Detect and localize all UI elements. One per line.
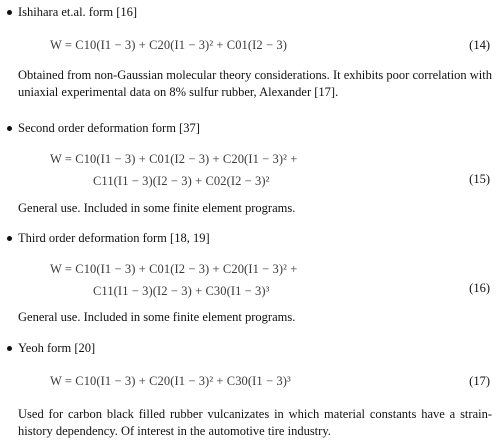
equation-15-line2: C11(I1 − 3)(I2 − 3) + C02(I2 − 3)² <box>93 174 270 188</box>
description-ishihara: Obtained from non-Gaussian molecular theory considerations. It exhibits poor correlation with uniaxial experimental data on 8% sulfur rubber, Alexander [17]. <box>18 68 492 99</box>
eq-number-15: (15) <box>469 172 490 186</box>
description-third-order: General use. Included in some finite element programs. <box>18 310 296 324</box>
equation-15-line1: W = C10(I1 − 3) + C01(I2 − 3) + C20(I1 − 3)² + <box>50 152 298 166</box>
equation-17: W = C10(I1 − 3) + C20(I1 − 3)² + C30(I1 − 3)³ <box>50 374 291 388</box>
description-second-order: General use. Included in some finite element programs. <box>18 201 296 215</box>
bullet-third-order <box>7 236 12 241</box>
heading-third-order: Third order deformation form [18, 19] <box>18 231 210 245</box>
eq-number-17: (17) <box>469 374 490 388</box>
bullet-ishihara <box>7 10 12 15</box>
equation-16-line2: C11(I1 − 3)(I2 − 3) + C30(I1 − 3)³ <box>93 284 270 298</box>
heading-second-order: Second order deformation form [37] <box>18 121 200 135</box>
eq-number-16: (16) <box>469 281 490 295</box>
equation-14: W = C10(I1 − 3) + C20(I1 − 3)² + C01(I2 − 3) <box>50 38 287 52</box>
description-yeoh: Used for carbon black filled rubber vulcanizates in which material constants have a strain-history dependency. Of interest in the automotive tire industry. <box>18 407 492 438</box>
bullet-yeoh <box>7 346 12 351</box>
heading-yeoh: Yeoh form [20] <box>18 341 96 355</box>
heading-ishihara: Ishihara et.al. form [16] <box>18 5 138 19</box>
equation-16-line1: W = C10(I1 − 3) + C01(I2 − 3) + C20(I1 − 3)² + <box>50 262 298 276</box>
eq-number-14: (14) <box>469 38 490 52</box>
bullet-second-order <box>7 126 12 131</box>
